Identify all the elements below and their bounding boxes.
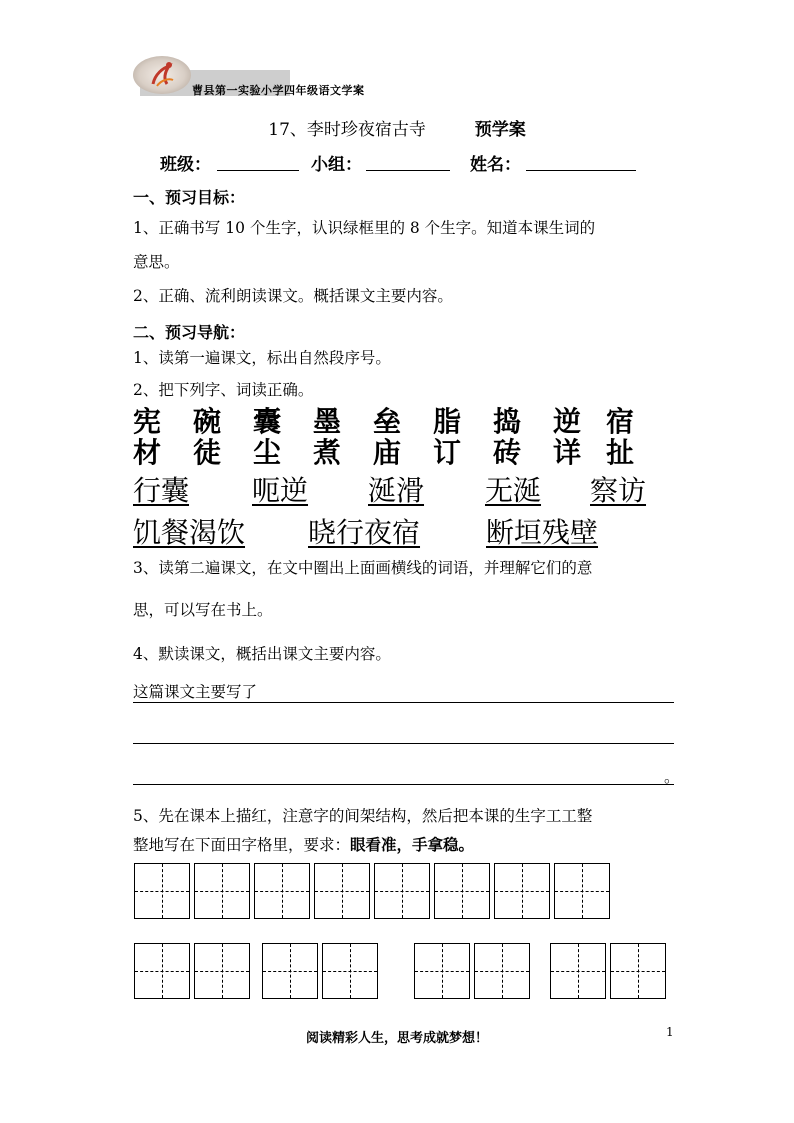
writing-grid-cell[interactable] bbox=[610, 943, 666, 999]
vocab-char: 脂 bbox=[432, 405, 461, 438]
summary-prompt: 这篇课文主要写了 bbox=[133, 683, 258, 701]
name-field[interactable] bbox=[526, 152, 636, 171]
summary-line-1[interactable] bbox=[133, 701, 674, 703]
vocab-char: 煮 bbox=[312, 436, 341, 469]
step-5-requirement: 眼看准，手拿稳。 bbox=[350, 835, 475, 854]
step-5-line2 bbox=[133, 834, 474, 856]
class-field[interactable] bbox=[217, 152, 299, 171]
word-row-1 bbox=[0, 469, 794, 509]
writing-grid-cell[interactable] bbox=[134, 863, 190, 919]
vocab-char: 捣 bbox=[492, 405, 521, 438]
vocab-word: 察访 bbox=[590, 474, 647, 507]
writing-grid-cell[interactable] bbox=[414, 943, 470, 999]
writing-grid-cell[interactable] bbox=[262, 943, 318, 999]
step-3-line2: 思，可以写在书上。 bbox=[133, 601, 273, 619]
vocab-word: 涎滑 bbox=[368, 474, 425, 507]
step-3-line1: 3、读第二遍课文，在文中圈出上面画横线的词语，并理解它们的意 bbox=[133, 559, 593, 577]
writing-grid-cell[interactable] bbox=[550, 943, 606, 999]
writing-grid-cell[interactable] bbox=[194, 863, 250, 919]
vocab-char: 碗 bbox=[192, 405, 221, 438]
group-field[interactable] bbox=[366, 152, 450, 171]
writing-grid-cell[interactable] bbox=[314, 863, 370, 919]
writing-grid-cell[interactable] bbox=[254, 863, 310, 919]
vocab-char: 庙 bbox=[372, 436, 401, 469]
page-title bbox=[0, 115, 794, 140]
writing-grid-cell[interactable] bbox=[434, 863, 490, 919]
step-4: 4、默读课文，概括出课文主要内容。 bbox=[133, 645, 391, 663]
name-label: 姓名： bbox=[470, 155, 521, 175]
vocab-char: 徒 bbox=[192, 436, 221, 469]
vocab-char: 扯 bbox=[605, 436, 634, 469]
goal-1-line2: 意思。 bbox=[133, 253, 180, 271]
summary-line-2[interactable] bbox=[133, 742, 674, 744]
vocab-word: 呃逆 bbox=[252, 474, 309, 507]
vocab-word: 晓行夜宿 bbox=[308, 516, 421, 549]
vocab-char: 墨 bbox=[312, 405, 341, 438]
footer-motto: 阅读精彩人生，思考成就梦想！ bbox=[305, 1031, 488, 1046]
vocab-char: 宿 bbox=[605, 405, 634, 438]
lesson-subtitle: 预学案 bbox=[474, 120, 526, 140]
writing-grid-cell[interactable] bbox=[134, 943, 190, 999]
writing-grid-cell[interactable] bbox=[554, 863, 610, 919]
vocab-word: 饥餐渴饮 bbox=[133, 516, 246, 549]
goal-2: 2、正确、流利朗读课文。概括课文主要内容。 bbox=[133, 287, 453, 305]
page-number: 1 bbox=[666, 1025, 674, 1039]
step-1: 1、读第一遍课文，标出自然段序号。 bbox=[133, 349, 391, 367]
summary-end-mark: 。 bbox=[664, 768, 680, 786]
vocab-word: 无涎 bbox=[485, 474, 542, 507]
vocab-char: 囊 bbox=[252, 405, 281, 438]
step-2: 2、把下列字、词读正确。 bbox=[133, 381, 314, 399]
lesson-title: 17、李时珍夜宿古寺 bbox=[268, 120, 426, 140]
vocab-char: 砖 bbox=[492, 436, 521, 469]
goal-1-line1: 1、正确书写 10 个生字，认识绿框里的 8 个生字。知道本课生词的 bbox=[133, 219, 596, 237]
step-5-instruction: 整地写在下面田字格里，要求： bbox=[133, 836, 351, 854]
vocab-char: 详 bbox=[552, 436, 581, 469]
vocab-char: 材 bbox=[132, 436, 161, 469]
writing-grid-cell[interactable] bbox=[474, 943, 530, 999]
word-row-2 bbox=[0, 511, 794, 551]
class-label: 班级： bbox=[160, 155, 211, 175]
vocab-word: 断垣残壁 bbox=[486, 516, 599, 549]
writing-grid-cell[interactable] bbox=[494, 863, 550, 919]
vocab-char: 宪 bbox=[132, 405, 161, 438]
char-row-2 bbox=[0, 431, 794, 467]
section-guide-heading: 二、预习导航： bbox=[133, 323, 246, 342]
vocab-word: 行囊 bbox=[133, 474, 190, 507]
section-goals-heading: 一、预习目标： bbox=[133, 188, 246, 207]
step-5-line1: 5、先在课本上描红，注意字的间架结构，然后把本课的生字工工整 bbox=[133, 807, 593, 825]
summary-line-3[interactable] bbox=[133, 783, 674, 785]
writing-grid-cell[interactable] bbox=[322, 943, 378, 999]
vocab-char: 尘 bbox=[252, 436, 281, 469]
vocab-char: 垒 bbox=[372, 405, 401, 438]
group-label: 小组： bbox=[311, 155, 362, 175]
writing-grid-cell[interactable] bbox=[194, 943, 250, 999]
writing-grid-cell[interactable] bbox=[374, 863, 430, 919]
school-name: 曹县第一实验小学四年级语文学案 bbox=[192, 84, 365, 97]
school-logo bbox=[133, 56, 191, 94]
vocab-char: 逆 bbox=[552, 405, 581, 438]
vocab-char: 订 bbox=[432, 436, 461, 469]
